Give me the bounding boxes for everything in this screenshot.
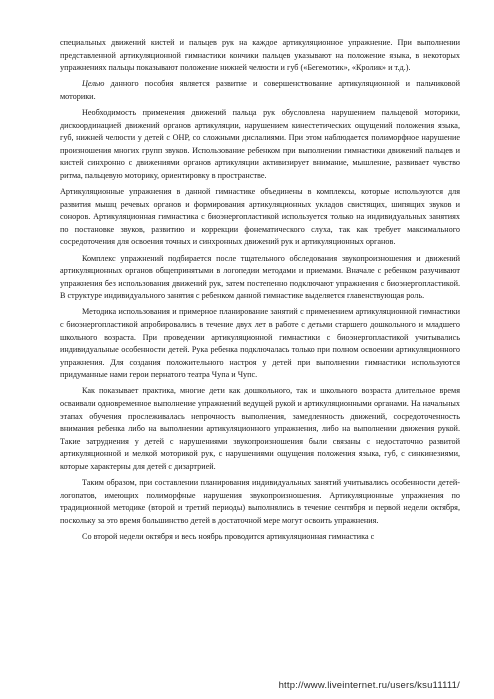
paragraph-3-text: Необходимость применения движений пальца рук обусловлена нарушением пальцевой моторики, дискоординацией движений органов артикуляции, нарушением кинестетических ощущений положения языка, губ, нижней челюсти у детей с ОНР, со сложными дислалиями. При этом наблюдается полиморфное нарушение произношения многих групп звуков. Использование ребенком при выполнении гимнастики движений пальцев и кистей синхронно с движениями органов артикуляции активизирует внимание, мышление, развивает чувство ритма, пальцевую моторику, ориентировку в пространстве. bbox=[60, 107, 460, 180]
paragraph-7-text: Как показывает практика, многие дети как дошкольного, так и школьного возраста длительное время осваивали одновременное выполнение упражнений ведущей рукой и артикуляционными органами. На начальных этапах обучения прослеживалась непрочность выполнения, замедленность движений, сосредоточенность внимания ребенка либо на выполнении артикуляционного упражнения, либо на выполнении движения рукой. Такие затруднения у детей с нарушениями звукопроизношения были связаны с недостаточно развитой артикуляционной и мелкой моторикой рук, с нарушениями ощущения положения языка, губ, с синкинезиями, которые характерны для детей с дизартрией. bbox=[60, 386, 460, 471]
paragraph-9-text: Со второй недели октября и весь ноябрь проводится артикуляционная гимнастика с bbox=[82, 531, 375, 541]
paragraph-1-text: специальных движений кистей и пальцев рук на каждое артикуляционное упражнение. При выполнении представленной артикуляционной гимнастики кончики пальцев указывают на положение языка, в некоторых упражнениях пальцы показывают положение нижней челюсти и губ («Бегемотик», «Кролик» и т.д.). bbox=[60, 38, 460, 73]
paragraph-2-emphasis: Целью bbox=[82, 79, 105, 89]
paragraph-2-text: данного пособия является развитие и совершенствование артикуляционной и пальчиковой моторики. bbox=[60, 79, 460, 101]
paragraph-6-text: Методика использования и примерное планирование занятий с применением артикуляционной гимнастики с биоэнергопластикой апробировались в течение двух лет в работе с детьми старшего дошкольного и младшего школьного возраста. При проведении артикуляционной гимнастики с биоэнергопластикой учитывались индивидуальные особенности детей. Рука ребенка подключалась только при полном освоении артикуляционного упражнения. Для создания положительного настроя у детей при выполнении гимнастики используются придуманные нами герои пернатого театра Чупа и Чупс. bbox=[60, 307, 460, 380]
paragraph-4 bbox=[60, 186, 460, 249]
paragraph-1 bbox=[60, 37, 460, 75]
paragraph-8 bbox=[60, 477, 460, 527]
paragraph-5 bbox=[60, 253, 460, 303]
paragraph-3 bbox=[60, 107, 460, 183]
paragraph-9 bbox=[60, 531, 460, 544]
watermark-url: http://www.liveinternet.ru/users/ksu11111/ bbox=[278, 680, 460, 691]
paragraph-7 bbox=[60, 385, 460, 473]
paragraph-2 bbox=[60, 78, 460, 103]
paragraph-5-text: Комплекс упражнений подбирается после тщательного обследования звукопроизношения и движений артикуляционных органов общепринятыми в логопедии методами и приемами. Вначале с ребенком разучивают упражнения без использования движений рук, затем постепенно подключают упражнения с биоэнергопластикой. В структуре индивидуального занятия с ребенком данной гимнастике выделяется главенствующая роль. bbox=[60, 253, 460, 301]
paragraph-8-text: Таким образом, при составлении планирования индивидуальных занятий учитывались особенности детей-логопатов, имеющих полиморфные нарушения звукопроизношения. Артикуляционные упражнения по традиционной методике (второй и третий периоды) выполнялись в течение сентября и первой недели октября, поскольку за это время большинство детей в достаточной мере могут освоить упражнения. bbox=[60, 478, 460, 525]
paragraph-6 bbox=[60, 306, 460, 382]
paragraph-4-text: Артикуляционные упражнения в данной гимнастике объединены в комплексы, которые используются для развития мышц речевых органов и формирования артикуляционных укладов свистящих, шипящих звуков и соноров. Артикуляционная гимнастика с биоэнергопластикой используется только на индивидуальных занятиях по постановке звуков, развитию и коррекции фонематического слуха, так как требует максимального сосредоточения для освоения точных и синхронных движений рук и артикуляционных органов. bbox=[60, 187, 460, 247]
